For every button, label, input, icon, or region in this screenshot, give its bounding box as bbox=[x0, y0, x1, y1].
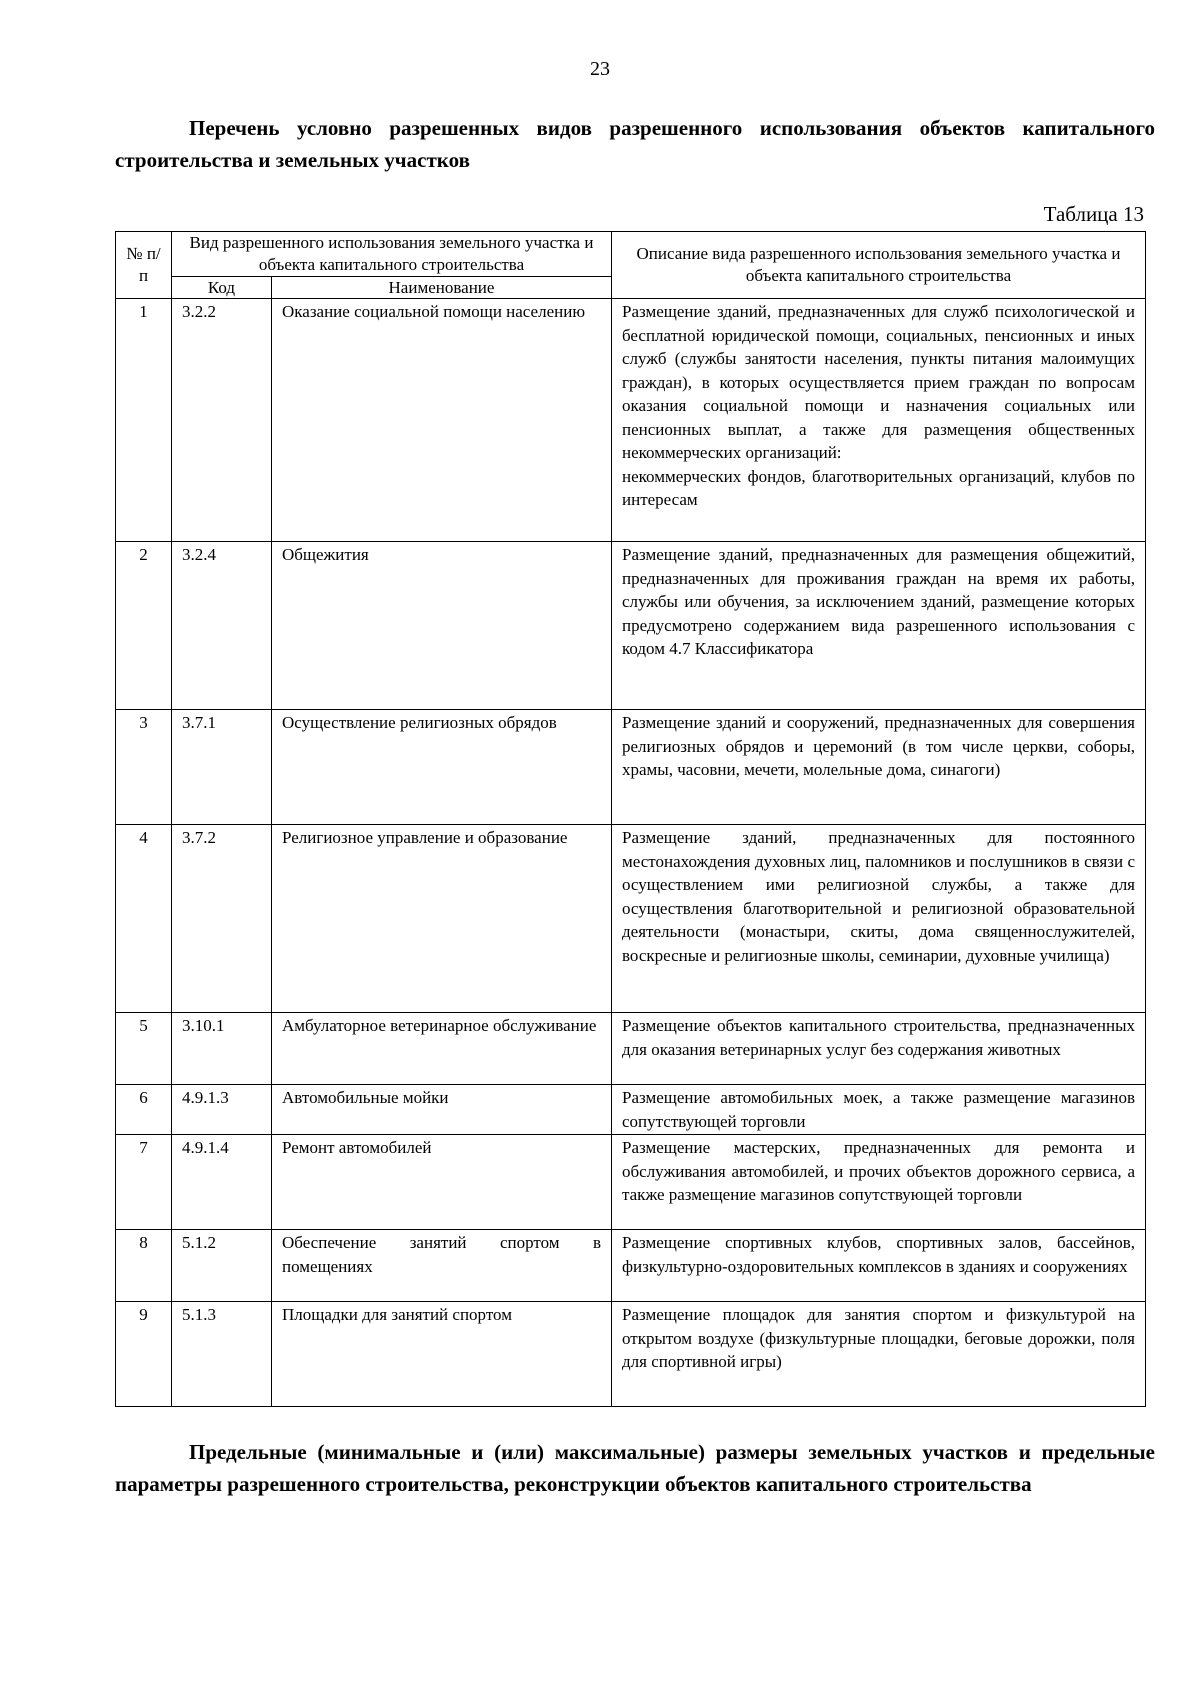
row-description: Размещение зданий, предназначенных для постоянного местонахождения духовных лиц, паломников и послушников в связи с осуществлением ими религиозной службы, а также для осуществления благотворительной и религиозной образовательной деятельности (монастыри, скиты, дома священнослужителей, воскресные и религиозные школы, семинарии, духовные училища) bbox=[612, 825, 1146, 1013]
row-description-extra: некоммерческих фондов, благотворительных организаций, клубов по интересам bbox=[622, 466, 1135, 509]
table-row bbox=[116, 825, 1146, 1013]
table-row bbox=[116, 710, 1146, 825]
header-name: Наименование bbox=[272, 277, 612, 299]
row-code: 3.7.2 bbox=[172, 825, 272, 1013]
row-name: Религиозное управление и образование bbox=[272, 825, 612, 1013]
header-code: Код bbox=[172, 277, 272, 299]
row-description: Размещение объектов капитального строительства, предназначенных для оказания ветеринарных услуг без содержания животных bbox=[612, 1013, 1146, 1085]
row-num: 5 bbox=[116, 1013, 172, 1085]
section-heading bbox=[115, 112, 1155, 176]
row-code: 3.2.2 bbox=[172, 299, 272, 542]
row-description: Размещение автомобильных моек, а также размещение магазинов сопутствующей торговли bbox=[612, 1085, 1146, 1135]
row-name: Амбулаторное ветеринарное обслуживание bbox=[272, 1013, 612, 1085]
row-name: Осуществление религиозных обрядов bbox=[272, 710, 612, 825]
row-name: Общежития bbox=[272, 542, 612, 710]
row-num: 2 bbox=[116, 542, 172, 710]
section-heading-text: Перечень условно разрешенных видов разрешенного использования объектов капитального строительства и земельных участков bbox=[115, 116, 1155, 172]
row-description: Размещение зданий и сооружений, предназначенных для совершения религиозных обрядов и церемоний (в том числе церкви, соборы, храмы, часовни, мечети, молельные дома, синагоги) bbox=[612, 710, 1146, 825]
table-row bbox=[116, 1013, 1146, 1085]
row-code: 3.2.4 bbox=[172, 542, 272, 710]
table-row bbox=[116, 1135, 1146, 1230]
row-code: 4.9.1.4 bbox=[172, 1135, 272, 1230]
row-num: 3 bbox=[116, 710, 172, 825]
row-num: 7 bbox=[116, 1135, 172, 1230]
row-description: Размещение мастерских, предназначенных для ремонта и обслуживания автомобилей, и прочих объектов дорожного сервиса, а также размещение магазинов сопутствующей торговли bbox=[612, 1135, 1146, 1230]
row-name: Автомобильные мойки bbox=[272, 1085, 612, 1135]
row-name: Площадки для занятий спортом bbox=[272, 1302, 612, 1407]
table-row bbox=[116, 299, 1146, 542]
table-row bbox=[116, 542, 1146, 710]
row-description: Размещение площадок для занятия спортом и физкультурой на открытом воздухе (физкультурные площадки, беговые дорожки, поля для спортивной игры) bbox=[612, 1302, 1146, 1407]
row-code: 3.7.1 bbox=[172, 710, 272, 825]
section-heading bbox=[115, 1436, 1155, 1500]
table-row bbox=[116, 1302, 1146, 1407]
row-code: 5.1.2 bbox=[172, 1230, 272, 1302]
section-heading-text: Предельные (минимальные и (или) максимальные) размеры земельных участков и предельные параметры разрешенного строительства, реконструкции объектов капитального строительства bbox=[115, 1440, 1155, 1496]
row-num: 1 bbox=[116, 299, 172, 542]
table-row bbox=[116, 1230, 1146, 1302]
row-code: 4.9.1.3 bbox=[172, 1085, 272, 1135]
row-code: 3.10.1 bbox=[172, 1013, 272, 1085]
row-description: Размещение спортивных клубов, спортивных залов, бассейнов, физкультурно-оздоровительных комплексов в зданиях и сооружениях bbox=[612, 1230, 1146, 1302]
table-label: Таблица 13 bbox=[1043, 202, 1144, 226]
row-name: Обеспечение занятий спортом в помещениях bbox=[272, 1230, 612, 1302]
row-num: 9 bbox=[116, 1302, 172, 1407]
row-description-text: Размещение зданий, предназначенных для служб психологической и бесплатной юридической помощи, социальных, пенсионных и иных служб (службы занятости населения, пункты питания малоимущих граждан), в которых осуществляется прием граждан по вопросам оказания социальной помощи и назначения социальных или пенсионных выплат, а также для размещения общественных некоммерческих организаций: bbox=[622, 302, 1135, 462]
land-use-table bbox=[115, 231, 1146, 1407]
row-num: 8 bbox=[116, 1230, 172, 1302]
row-num: 6 bbox=[116, 1085, 172, 1135]
header-num: № п/п bbox=[116, 232, 172, 299]
header-description: Описание вида разрешенного использования земельного участка и объекта капитального строительства bbox=[612, 232, 1146, 299]
row-name: Оказание социальной помощи населению bbox=[272, 299, 612, 542]
row-description bbox=[612, 299, 1146, 542]
table-row bbox=[116, 1085, 1146, 1135]
row-name: Ремонт автомобилей bbox=[272, 1135, 612, 1230]
page-number: 23 bbox=[590, 58, 610, 80]
row-code: 5.1.3 bbox=[172, 1302, 272, 1407]
row-num: 4 bbox=[116, 825, 172, 1013]
header-use-type: Вид разрешенного использования земельного участка и объекта капитального строительства bbox=[172, 232, 612, 277]
row-description: Размещение зданий, предназначенных для размещения общежитий, предназначенных для проживания граждан на время их работы, службы или обучения, за исключением зданий, размещение которых предусмотрено содержанием вида разрешенного использования с кодом 4.7 Классификатора bbox=[612, 542, 1146, 710]
